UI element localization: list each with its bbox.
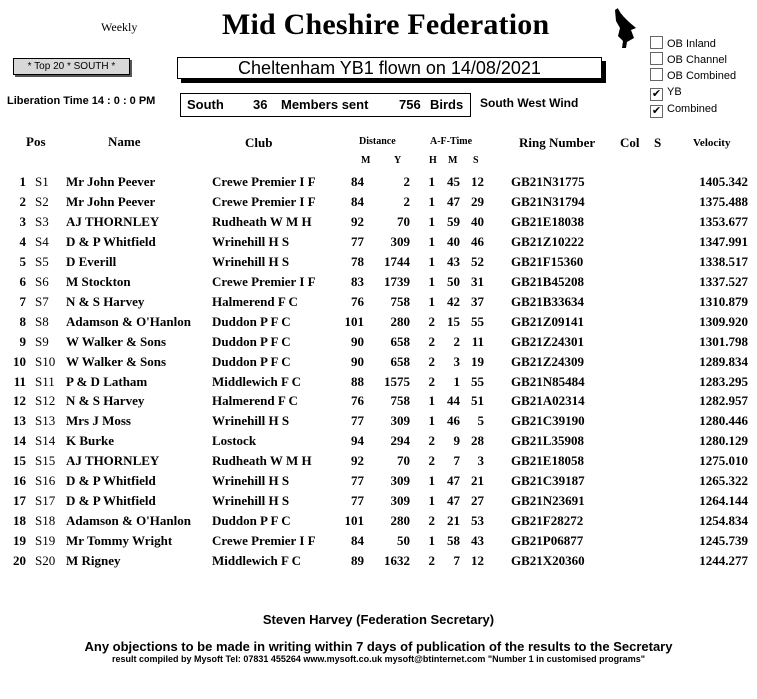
cell-s: 55 (471, 373, 484, 389)
cell-sec: S17 (35, 493, 56, 509)
cell-h: 1 (428, 253, 435, 269)
cell-sec: S5 (35, 253, 49, 269)
table-row (0, 174, 757, 194)
cell-pos: 18 (13, 513, 26, 529)
cell-y: 70 (397, 453, 410, 469)
table-row (0, 533, 757, 553)
cell-y: 2 (403, 193, 410, 209)
cell-ring: GB21E18038 (511, 213, 584, 229)
cell-s: 46 (471, 233, 484, 249)
cell-ring: GB21N85484 (511, 373, 585, 389)
table-row (0, 294, 757, 314)
cell-pos: 2 (19, 193, 26, 209)
option-label: YB (667, 86, 682, 98)
cell-ring: GB21F15360 (511, 253, 584, 269)
cell-mi: 15 (447, 313, 460, 329)
cell-h: 2 (428, 553, 435, 569)
cell-ring: GB21C39190 (511, 413, 585, 429)
cell-vel: 1338.517 (699, 253, 748, 269)
cell-club: Duddon P F C (212, 333, 291, 349)
cell-s: 29 (471, 193, 484, 209)
page-title: Mid Cheshire Federation (222, 8, 550, 41)
cell-mi: 47 (447, 493, 460, 509)
cell-sec: S6 (35, 273, 49, 289)
cell-name: W Walker & Sons (66, 353, 167, 369)
cell-m: 84 (351, 174, 364, 189)
cell-pos: 8 (19, 313, 26, 329)
cell-mi: 58 (447, 533, 460, 549)
cell-y: 758 (390, 293, 410, 309)
pigeon-logo-icon (609, 8, 639, 50)
cell-m: 76 (351, 293, 364, 309)
cell-y: 294 (390, 433, 410, 449)
cell-name: Mr John Peever (66, 193, 156, 209)
table-row (0, 374, 757, 394)
cell-club: Wrinehill H S (212, 233, 290, 249)
table-row (0, 553, 757, 573)
cell-vel: 1280.129 (699, 433, 748, 449)
option-2[interactable] (650, 68, 757, 82)
cell-mi: 9 (453, 433, 460, 449)
compiled-by-line: result compiled by Mysoft Tel: 07831 455264 www.mysoft.co.uk mysoft@btinternet.com "Number 1 in customised programs" (112, 654, 645, 664)
weekly-label: Weekly (101, 20, 138, 34)
cell-y: 758 (390, 393, 410, 409)
cell-ring: GB21C39187 (511, 473, 585, 489)
cell-vel: 1375.488 (699, 193, 748, 209)
table-row (0, 493, 757, 513)
cell-pos: 16 (13, 473, 26, 489)
cell-s: 31 (471, 273, 484, 289)
option-3[interactable] (650, 86, 757, 100)
cell-m: 77 (351, 493, 364, 509)
cell-mi: 50 (447, 273, 460, 289)
option-4[interactable] (650, 103, 757, 117)
cell-h: 1 (428, 493, 435, 509)
cell-mi: 47 (447, 473, 460, 489)
cell-name: D Everill (66, 253, 117, 269)
cell-sec: S4 (35, 233, 49, 249)
cell-ring: GB21X20360 (511, 553, 585, 569)
cell-m: 88 (351, 373, 364, 389)
table-row (0, 354, 757, 374)
cell-pos: 15 (13, 453, 26, 469)
cell-vel: 1264.144 (699, 493, 748, 509)
option-label: OB Combined (667, 70, 737, 82)
birds-label: Birds (430, 97, 464, 112)
table-row (0, 453, 757, 473)
cell-vel: 1244.277 (699, 553, 748, 569)
cell-y: 1739 (384, 273, 410, 289)
cell-name: N & S Harvey (66, 293, 145, 309)
cell-club: Crewe Premier I F (212, 273, 316, 289)
cell-vel: 1265.322 (699, 473, 748, 489)
cell-s: 40 (471, 213, 484, 229)
cell-y: 2 (403, 174, 410, 189)
table-row (0, 433, 757, 453)
cell-sec: S18 (35, 513, 56, 529)
wind-direction: South West Wind (480, 96, 579, 110)
cell-sec: S1 (35, 174, 49, 189)
cell-pos: 13 (13, 413, 26, 429)
cell-ring: GB21N31775 (511, 174, 585, 189)
option-label: OB Inland (667, 38, 716, 50)
cell-ring: GB21B45208 (511, 273, 584, 289)
cell-club: Middlewich F C (212, 553, 302, 569)
secretary-line: Steven Harvey (Federation Secretary) (262, 612, 495, 627)
cell-s: 12 (471, 553, 484, 569)
cell-name: AJ THORNLEY (66, 453, 160, 469)
checkmark-icon[interactable]: ✔ (651, 105, 662, 117)
checkbox-icon[interactable] (650, 36, 663, 49)
cell-h: 1 (428, 174, 435, 189)
col-distance-m: M (361, 155, 371, 166)
cell-sec: S13 (35, 413, 56, 429)
cell-y: 1575 (384, 373, 410, 389)
cell-vel: 1245.739 (699, 533, 748, 549)
cell-sec: S9 (35, 333, 49, 349)
table-row (0, 513, 757, 533)
cell-club: Wrinehill H S (212, 413, 290, 429)
cell-s: 51 (471, 393, 484, 409)
cell-sec: S8 (35, 313, 49, 329)
cell-h: 1 (428, 293, 435, 309)
cell-s: 27 (471, 493, 484, 509)
table-row (0, 254, 757, 274)
cell-m: 84 (351, 193, 364, 209)
cell-y: 658 (390, 333, 410, 349)
cell-sec: S15 (35, 453, 56, 469)
col-club: Club (245, 135, 273, 150)
cell-h: 1 (428, 533, 435, 549)
cell-vel: 1275.010 (699, 453, 748, 469)
cell-h: 2 (428, 373, 435, 389)
cell-name: Mr Tommy Wright (66, 533, 173, 549)
cell-name: M Stockton (66, 273, 131, 289)
cell-name: N & S Harvey (66, 393, 145, 409)
cell-s: 19 (471, 353, 484, 369)
cell-club: Duddon P F C (212, 513, 291, 529)
cell-s: 43 (471, 533, 484, 549)
top20-badge: * Top 20 * SOUTH * (13, 58, 130, 75)
cell-pos: 10 (13, 353, 26, 369)
cell-m: 92 (351, 453, 364, 469)
cell-pos: 20 (13, 553, 26, 569)
cell-h: 2 (428, 353, 435, 369)
cell-y: 1744 (384, 253, 410, 269)
cell-name: Mrs J Moss (66, 413, 131, 429)
cell-pos: 1 (19, 174, 26, 189)
cell-club: Rudheath W M H (212, 453, 312, 469)
col-s: S (654, 135, 662, 150)
section-name: South (187, 97, 224, 112)
cell-mi: 40 (447, 233, 460, 249)
cell-m: 92 (351, 213, 364, 229)
cell-m: 77 (351, 233, 364, 249)
cell-y: 309 (390, 493, 410, 509)
cell-h: 1 (428, 393, 435, 409)
cell-vel: 1310.879 (699, 293, 748, 309)
cell-name: Adamson & O'Hanlon (66, 313, 191, 329)
cell-y: 658 (390, 353, 410, 369)
cell-pos: 7 (19, 293, 26, 309)
liberation-time: Liberation Time 14 : 0 : 0 PM (7, 95, 156, 107)
cell-mi: 43 (447, 253, 460, 269)
cell-club: Wrinehill H S (212, 253, 290, 269)
members-count: 36 (253, 97, 268, 112)
col-time: A-F-Time (430, 136, 473, 147)
cell-club: Halmerend F C (212, 293, 298, 309)
col-ring: Ring Number (519, 135, 596, 150)
cell-m: 101 (344, 513, 364, 529)
cell-sec: S7 (35, 293, 49, 309)
option-label: Combined (667, 103, 718, 115)
cell-mi: 1 (453, 373, 460, 389)
cell-mi: 21 (447, 513, 460, 529)
cell-ring: GB21L35908 (511, 433, 584, 449)
table-row (0, 194, 757, 214)
cell-m: 101 (344, 313, 364, 329)
cell-pos: 12 (13, 393, 26, 409)
cell-ring: GB21P06877 (511, 533, 584, 549)
checkmark-icon[interactable]: ✔ (651, 88, 662, 100)
cell-name: D & P Whitfield (66, 233, 156, 249)
cell-pos: 5 (19, 253, 26, 269)
cell-s: 11 (471, 333, 484, 349)
cell-vel: 1301.798 (699, 333, 748, 349)
cell-h: 1 (428, 233, 435, 249)
cell-ring: GB21F28272 (511, 513, 584, 529)
cell-sec: S3 (35, 213, 49, 229)
cell-ring: GB21Z24309 (511, 353, 584, 369)
cell-sec: S16 (35, 473, 56, 489)
cell-mi: 44 (447, 393, 460, 409)
cell-sec: S11 (35, 373, 55, 389)
cell-m: 94 (351, 433, 364, 449)
cell-m: 83 (351, 273, 364, 289)
table-row (0, 393, 757, 413)
cell-h: 1 (428, 273, 435, 289)
cell-name: W Walker & Sons (66, 333, 167, 349)
cell-ring: GB21Z10222 (511, 233, 584, 249)
col-velocity: Velocity (693, 137, 731, 149)
cell-h: 2 (428, 333, 435, 349)
cell-sec: S14 (35, 433, 56, 449)
cell-mi: 45 (447, 174, 460, 189)
cell-m: 77 (351, 413, 364, 429)
cell-sec: S19 (35, 533, 56, 549)
cell-h: 2 (428, 313, 435, 329)
cell-y: 280 (390, 513, 410, 529)
col-pos: Pos (26, 134, 46, 149)
cell-club: Wrinehill H S (212, 493, 290, 509)
cell-m: 89 (351, 553, 364, 569)
cell-club: Middlewich F C (212, 373, 302, 389)
cell-club: Lostock (212, 433, 257, 449)
cell-h: 1 (428, 413, 435, 429)
cell-mi: 59 (447, 213, 460, 229)
col-time-s: S (473, 155, 479, 166)
cell-pos: 14 (13, 433, 26, 449)
cell-club: Wrinehill H S (212, 473, 290, 489)
cell-h: 1 (428, 213, 435, 229)
cell-ring: GB21E18058 (511, 453, 584, 469)
cell-club: Crewe Premier I F (212, 533, 316, 549)
objections-notice: Any objections to be made in writing within 7 days of publication of the results to the Secretary (84, 639, 673, 654)
cell-m: 84 (351, 533, 364, 549)
cell-vel: 1280.446 (699, 413, 748, 429)
cell-h: 2 (428, 513, 435, 529)
table-row (0, 274, 757, 294)
checkbox-icon[interactable] (650, 68, 663, 81)
cell-club: Halmerend F C (212, 393, 298, 409)
cell-vel: 1337.527 (699, 273, 748, 289)
option-label: OB Channel (667, 54, 727, 66)
cell-name: D & P Whitfield (66, 473, 156, 489)
cell-name: M Rigney (66, 553, 121, 569)
cell-m: 90 (351, 333, 364, 349)
col-time-h: H (429, 155, 437, 166)
cell-m: 76 (351, 393, 364, 409)
cell-m: 90 (351, 353, 364, 369)
cell-vel: 1289.834 (699, 353, 748, 369)
cell-sec: S12 (35, 393, 56, 409)
cell-mi: 2 (453, 333, 460, 349)
cell-vel: 1283.295 (699, 373, 748, 389)
cell-mi: 46 (447, 413, 460, 429)
cell-name: Mr John Peever (66, 174, 156, 189)
cell-club: Crewe Premier I F (212, 174, 316, 189)
checkbox-icon[interactable] (650, 52, 663, 65)
cell-m: 78 (351, 253, 364, 269)
members-sent-box (180, 93, 471, 117)
cell-s: 37 (471, 293, 484, 309)
cell-pos: 3 (19, 213, 26, 229)
cell-ring: GB21Z24301 (511, 333, 584, 349)
cell-club: Crewe Premier I F (212, 193, 316, 209)
cell-y: 309 (390, 473, 410, 489)
cell-pos: 17 (13, 493, 26, 509)
cell-mi: 7 (453, 453, 460, 469)
cell-m: 77 (351, 473, 364, 489)
members-label: Members sent (281, 97, 369, 112)
cell-y: 70 (397, 213, 410, 229)
table-row (0, 473, 757, 493)
cell-s: 53 (471, 513, 484, 529)
cell-pos: 19 (13, 533, 26, 549)
cell-s: 12 (471, 174, 484, 189)
col-col: Col (620, 135, 640, 150)
cell-vel: 1254.834 (699, 513, 748, 529)
cell-y: 1632 (384, 553, 410, 569)
col-distance: Distance (359, 136, 396, 147)
cell-h: 1 (428, 473, 435, 489)
cell-pos: 4 (19, 233, 26, 249)
table-row (0, 413, 757, 433)
cell-s: 3 (477, 453, 484, 469)
cell-h: 1 (428, 193, 435, 209)
col-name: Name (108, 134, 141, 149)
cell-mi: 47 (447, 193, 460, 209)
cell-mi: 3 (453, 353, 460, 369)
cell-name: D & P Whitfield (66, 493, 156, 509)
cell-ring: GB21A02314 (511, 393, 585, 409)
cell-s: 52 (471, 253, 484, 269)
race-title: Cheltenham YB1 flown on 14/08/2021 (177, 57, 602, 79)
cell-ring: GB21Z09141 (511, 313, 584, 329)
col-distance-y: Y (394, 155, 402, 166)
cell-h: 2 (428, 453, 435, 469)
cell-mi: 42 (447, 293, 460, 309)
cell-h: 2 (428, 433, 435, 449)
cell-s: 21 (471, 473, 484, 489)
cell-y: 50 (397, 533, 410, 549)
cell-vel: 1405.342 (699, 174, 748, 189)
cell-vel: 1282.957 (699, 393, 748, 409)
cell-club: Duddon P F C (212, 353, 291, 369)
birds-count: 756 (399, 97, 421, 112)
cell-vel: 1309.920 (699, 313, 748, 329)
cell-pos: 11 (13, 373, 26, 389)
table-row (0, 314, 757, 334)
cell-s: 5 (477, 413, 484, 429)
cell-y: 309 (390, 413, 410, 429)
cell-ring: GB21N23691 (511, 493, 585, 509)
table-row (0, 214, 757, 234)
cell-sec: S20 (35, 553, 56, 569)
cell-ring: GB21B33634 (511, 293, 584, 309)
option-1[interactable] (650, 52, 757, 66)
cell-pos: 6 (19, 273, 26, 289)
cell-vel: 1353.677 (699, 213, 748, 229)
cell-y: 280 (390, 313, 410, 329)
option-0[interactable] (650, 36, 757, 50)
cell-club: Duddon P F C (212, 313, 291, 329)
col-time-m: M (448, 155, 458, 166)
cell-s: 28 (471, 433, 484, 449)
cell-pos: 9 (19, 333, 26, 349)
cell-s: 55 (471, 313, 484, 329)
cell-name: K Burke (66, 433, 115, 449)
cell-name: AJ THORNLEY (66, 213, 160, 229)
table-row (0, 334, 757, 354)
cell-name: P & D Latham (66, 373, 148, 389)
cell-vel: 1347.991 (699, 233, 748, 249)
cell-club: Rudheath W M H (212, 213, 312, 229)
cell-ring: GB21N31794 (511, 193, 585, 209)
table-row (0, 234, 757, 254)
cell-mi: 7 (453, 553, 460, 569)
cell-sec: S2 (35, 193, 49, 209)
cell-name: Adamson & O'Hanlon (66, 513, 191, 529)
cell-y: 309 (390, 233, 410, 249)
cell-sec: S10 (35, 353, 56, 369)
